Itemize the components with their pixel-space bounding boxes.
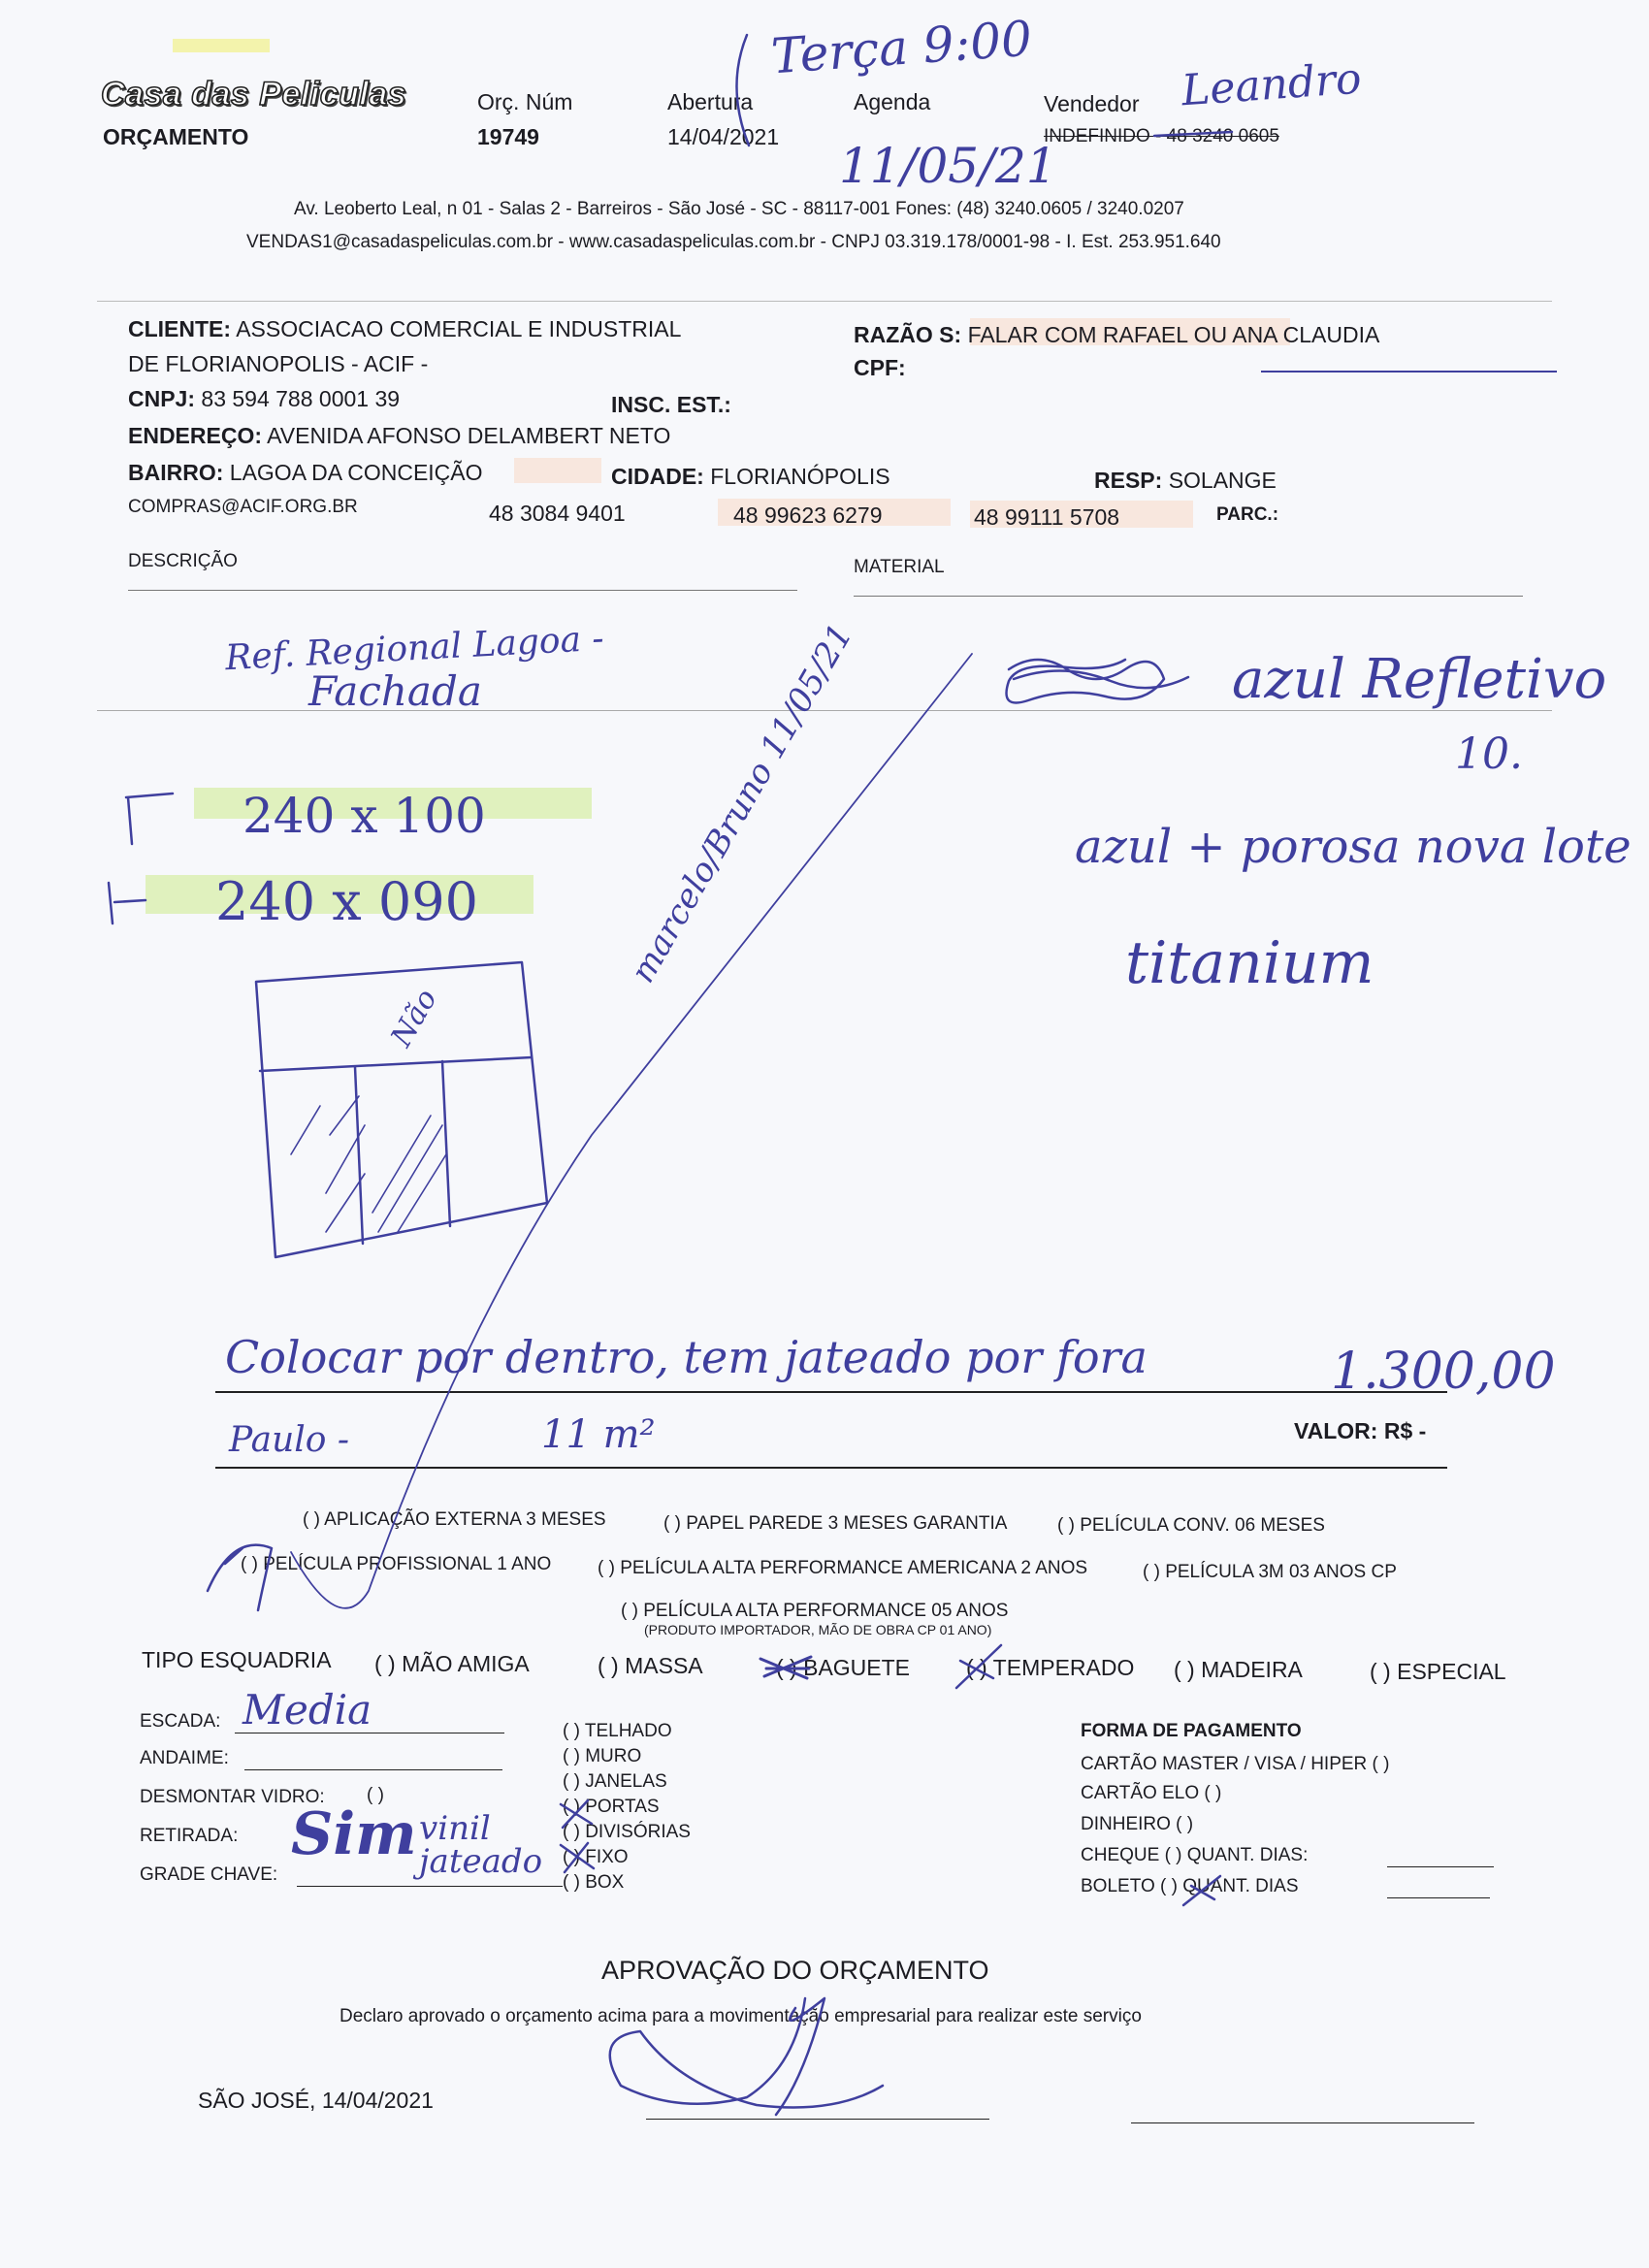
- handwritten-agenda-date: 11/05/21: [839, 138, 1057, 194]
- bairro-label: BAIRRO:: [128, 460, 224, 485]
- crossed-out-scribble-icon: [1007, 660, 1165, 703]
- handwritten-ref-2: Fachada: [308, 667, 482, 715]
- andaime-label: ANDAIME:: [140, 1748, 229, 1768]
- escada-label: ESCADA:: [140, 1711, 221, 1732]
- window-sketch-icon: [256, 962, 547, 1257]
- approval-text: Declaro aprovado o orçamento acima para a movimentação empresarial para realizar este serviço: [340, 2006, 1142, 2026]
- check-fixo-icon: [561, 1843, 594, 1872]
- vendedor-value: INDEFINIDO - 48 3240 0605: [1044, 126, 1279, 146]
- insc-label: INSC. EST.:: [611, 392, 731, 417]
- razao-label: RAZÃO S:: [854, 322, 962, 347]
- measure-bracket-1-icon: [126, 794, 173, 844]
- cpf-label: CPF:: [854, 355, 906, 380]
- handwritten-measure-1: 240 x 100: [242, 788, 486, 844]
- vendedor-label: Vendedor: [1044, 91, 1140, 116]
- option-aplicacao-externa[interactable]: ( ) APLICAÇÃO EXTERNA 3 MESES: [303, 1509, 606, 1530]
- option-papel-parede[interactable]: ( ) PAPEL PAREDE 3 MESES GARANTIA: [663, 1513, 1008, 1534]
- company-contact: VENDAS1@casadaspeliculas.com.br - www.casadaspeliculas.com.br - CNPJ 03.319.178/0001-98 - I. Est. 253.951.640: [246, 232, 1221, 252]
- grade-chave-label: GRADE CHAVE:: [140, 1864, 278, 1885]
- payment-title: FORMA DE PAGAMENTO: [1081, 1721, 1302, 1741]
- handwritten-diagonal-note: marcelo/Bruno 11/05/21: [623, 617, 861, 989]
- window-sketch-mullions-icon: [355, 1061, 450, 1244]
- desmontar-checkbox[interactable]: ( ): [367, 1785, 384, 1805]
- retirada-label: RETIRADA:: [140, 1826, 239, 1846]
- agenda-bracket-icon: [736, 35, 749, 146]
- material-header: MATERIAL: [854, 557, 945, 577]
- handwritten-escada-value: Media: [242, 1686, 372, 1733]
- handwritten-instruction: Colocar por dentro, tem jateado por fora: [225, 1331, 1148, 1383]
- handwritten-price: 1.300,00: [1331, 1343, 1556, 1401]
- esquadria-massa[interactable]: ( ) MASSA: [598, 1653, 703, 1678]
- abertura-label: Abertura: [667, 89, 754, 114]
- handwritten-installer: Paulo -: [229, 1420, 350, 1460]
- option-pelicula-alta-performance[interactable]: ( ) PELÍCULA ALTA PERFORMANCE 05 ANOS: [621, 1601, 1009, 1621]
- resp-value: SOLANGE: [1168, 468, 1277, 493]
- handwritten-material-1b: 10.: [1455, 729, 1523, 779]
- handwritten-retirada-note: vinil jateado: [419, 1809, 543, 1881]
- window-sketch-hatch-icon: [291, 1096, 446, 1232]
- razao-value: FALAR COM RAFAEL OU ANA CLAUDIA: [967, 322, 1380, 347]
- client-email: COMPRAS@ACIF.ORG.BR: [128, 497, 358, 517]
- handwritten-area: 11 m²: [541, 1412, 656, 1457]
- abertura-date: 14/04/2021: [667, 124, 780, 149]
- approval-place-date: SÃO JOSÉ, 14/04/2021: [198, 2088, 434, 2113]
- option-pelicula-conv[interactable]: ( ) PELÍCULA CONV. 06 MESES: [1057, 1515, 1325, 1536]
- location-muro[interactable]: ( ) MURO: [563, 1746, 642, 1766]
- client-phone-2: 48 99623 6279: [733, 502, 883, 528]
- cidade-label: CIDADE:: [611, 464, 704, 489]
- signature-icon: [610, 1998, 883, 2115]
- payment-boleto[interactable]: BOLETO ( ) QUANT. DIAS: [1081, 1876, 1299, 1896]
- diagonal-line-icon: [291, 654, 972, 1608]
- option-pelicula-americana[interactable]: ( ) PELÍCULA ALTA PERFORMANCE AMERICANA 2 ANOS: [598, 1558, 1088, 1578]
- check-portas-icon: [561, 1800, 592, 1828]
- location-janelas[interactable]: ( ) JANELAS: [563, 1771, 667, 1792]
- location-telhado[interactable]: ( ) TELHADO: [563, 1721, 672, 1741]
- option-pelicula-3m[interactable]: ( ) PELÍCULA 3M 03 ANOS CP: [1143, 1562, 1397, 1582]
- payment-cartao-elo[interactable]: CARTÃO ELO ( ): [1081, 1783, 1222, 1803]
- window-sketch-transom-icon: [260, 1057, 532, 1071]
- handwritten-material-3: titanium: [1125, 929, 1374, 997]
- endereco-value: AVENIDA AFONSO DELAMBERT NETO: [267, 423, 671, 448]
- approval-title: APROVAÇÃO DO ORÇAMENTO: [601, 1956, 989, 1985]
- check-temperado-icon: [956, 1645, 1001, 1688]
- payment-dinheiro[interactable]: DINHEIRO ( ): [1081, 1814, 1194, 1834]
- handwritten-material-1: azul Refletivo: [1232, 648, 1607, 711]
- endereco-label: ENDEREÇO:: [128, 423, 263, 448]
- handwritten-agenda-day: Terça 9:00: [769, 10, 1034, 85]
- descricao-header: DESCRIÇÃO: [128, 551, 238, 571]
- parc-label: PARC.:: [1216, 504, 1279, 525]
- esquadria-temperado[interactable]: ( ) TEMPERADO: [966, 1655, 1135, 1680]
- option-pelicula-alta-performance-note: (PRODUTO IMPORTADOR, MÃO DE OBRA CP 01 ANO): [644, 1622, 992, 1637]
- cliente-value: ASSOCIACAO COMERCIAL E INDUSTRIAL: [236, 316, 682, 341]
- sketch-note: Não: [384, 983, 444, 1053]
- check-baguete-icon: [760, 1657, 811, 1678]
- agenda-label: Agenda: [854, 89, 931, 114]
- orc-label: Orç. Núm: [477, 89, 573, 114]
- esquadria-label: TIPO ESQUADRIA: [142, 1647, 332, 1672]
- esquadria-mao-amiga[interactable]: ( ) MÃO AMIGA: [374, 1651, 530, 1676]
- esquadria-especial[interactable]: ( ) ESPECIAL: [1370, 1659, 1506, 1684]
- cliente-value-2: DE FLORIANOPOLIS - ACIF -: [128, 351, 429, 376]
- desmontar-label: DESMONTAR VIDRO:: [140, 1787, 325, 1807]
- handwritten-retirada-value: Sim: [291, 1800, 417, 1868]
- client-phone-3: 48 99111 5708: [974, 504, 1120, 530]
- vendedor-strike-icon: [1154, 132, 1232, 136]
- location-portas[interactable]: ( ) PORTAS: [563, 1797, 660, 1817]
- cliente-label: CLIENTE:: [128, 316, 232, 341]
- check-profissional-icon: [208, 1545, 272, 1610]
- cnpj-label: CNPJ:: [128, 386, 196, 411]
- esquadria-madeira[interactable]: ( ) MADEIRA: [1174, 1657, 1303, 1682]
- handwritten-vendedor: Leandro: [1180, 53, 1364, 116]
- company-logo: Casa das Peliculas: [101, 76, 407, 113]
- valor-label: VALOR: R$ -: [1294, 1418, 1427, 1443]
- handwritten-measure-2: 240 x 090: [215, 871, 478, 932]
- location-fixo[interactable]: ( ) FIXO: [563, 1847, 629, 1867]
- handwritten-ref: Ref. Regional Lagoa -: [224, 618, 605, 679]
- check-boleto-icon: [1183, 1876, 1220, 1905]
- option-pelicula-profissional[interactable]: ( ) PELÍCULA PROFISSIONAL 1 ANO: [241, 1554, 552, 1574]
- document-type: ORÇAMENTO: [103, 124, 249, 149]
- esquadria-baguete[interactable]: ( ) BAGUETE: [776, 1655, 911, 1680]
- bairro-value: LAGOA DA CONCEIÇÃO: [229, 460, 483, 485]
- payment-cheque[interactable]: CHEQUE ( ) QUANT. DIAS:: [1081, 1845, 1309, 1865]
- handwritten-material-2: azul + porosa nova lote: [1075, 820, 1632, 874]
- location-box[interactable]: ( ) BOX: [563, 1872, 625, 1893]
- payment-cartao-master[interactable]: CARTÃO MASTER / VISA / HIPER ( ): [1081, 1754, 1390, 1774]
- client-phone-1: 48 3084 9401: [489, 501, 626, 526]
- location-divisorias[interactable]: ( ) DIVISÓRIAS: [563, 1822, 691, 1842]
- measure-bracket-2-icon: [109, 883, 146, 923]
- cidade-value: FLORIANÓPOLIS: [710, 464, 890, 489]
- resp-label: RESP:: [1094, 468, 1163, 493]
- orc-number: 19749: [477, 124, 539, 149]
- cnpj-value: 83 594 788 0001 39: [201, 386, 401, 411]
- company-address: Av. Leoberto Leal, n 01 - Salas 2 - Barreiros - São José - SC - 88117-001 Fones: (48) 3240.0605 / 3240.0207: [294, 199, 1184, 219]
